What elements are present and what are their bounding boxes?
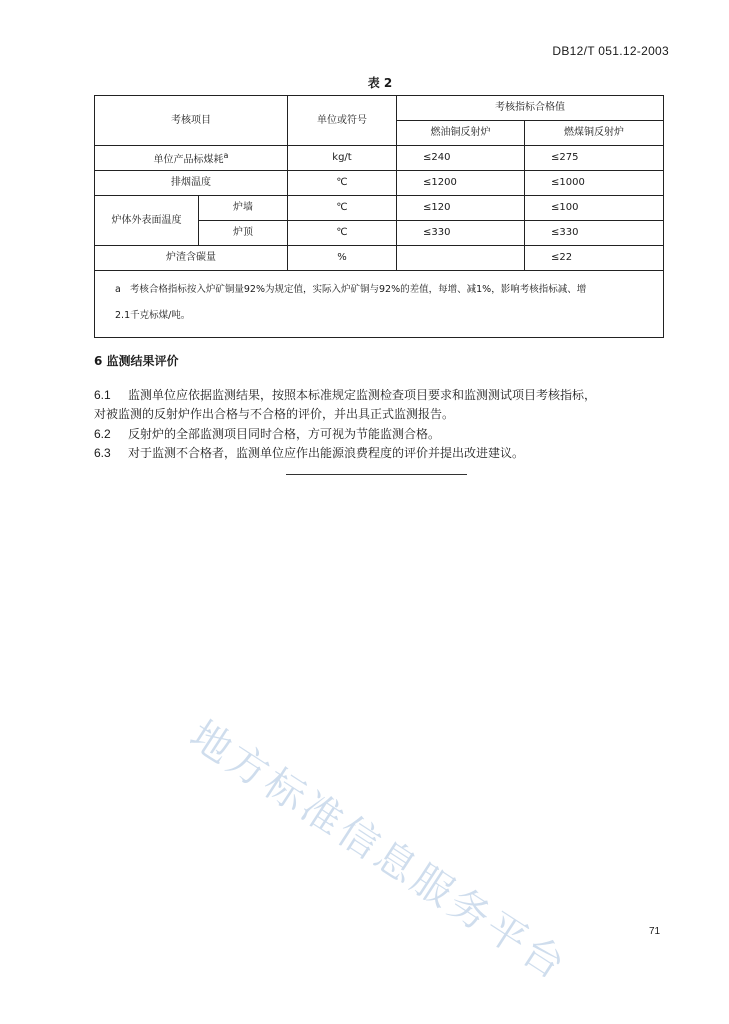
table-row [95, 196, 664, 221]
footnote-line-2: 2.1千克标煤/吨。 [115, 310, 191, 321]
header-coal: 燃煤铜反射炉 [525, 121, 664, 146]
clause-number: 6.3 [94, 446, 111, 460]
header-item: 考核项目 [95, 96, 288, 146]
section-6-title: 6 监测结果评价 [94, 354, 179, 368]
row-coal: ≤22 [525, 246, 664, 271]
footnote-marker: a [115, 284, 121, 295]
row-coal: ≤1000 [525, 171, 664, 196]
row-oil: ≤330 [397, 221, 525, 246]
header-oil: 燃油铜反射炉 [397, 121, 525, 146]
end-rule [286, 474, 467, 475]
table-note-row [95, 271, 664, 338]
assessment-table [94, 95, 664, 338]
row-unit: ℃ [288, 171, 397, 196]
row-unit: ℃ [288, 221, 397, 246]
row-coal: ≤330 [525, 221, 664, 246]
row-oil: ≤1200 [397, 171, 525, 196]
header-unit: 单位或符号 [288, 96, 397, 146]
row-item: 排烟温度 [95, 171, 288, 196]
watermark: 地方标准信息服务平台 [181, 712, 576, 991]
footnote-line-1: 考核合格指标按入炉矿铜量92%为规定值，实际入炉矿铜与92%的差值，每增、减1%，影响考核指标减、增 [129, 284, 587, 295]
row-unit: kg/t [288, 146, 397, 171]
table-header-row [95, 96, 664, 121]
paragraph-6-2 [94, 425, 669, 444]
table-title: 表 2 [367, 76, 393, 90]
table-row [95, 146, 664, 171]
row-item: 炉渣含碳量 [95, 246, 288, 271]
clause-number: 6.1 [94, 388, 111, 402]
row-coal: ≤100 [525, 196, 664, 221]
paragraph-6-1 [94, 386, 669, 424]
table-footnote [95, 271, 664, 338]
page-number: 71 [649, 926, 661, 937]
paragraph-text: 反射炉的全部监测项目同时合格，方可视为节能监测合格。 [128, 427, 441, 441]
row-unit: ℃ [288, 196, 397, 221]
row-oil: ≤240 [397, 146, 525, 171]
paragraph-text: 监测单位应依据监测结果，按照本标准规定监测检查项目要求和监测测试项目考核指标， [128, 388, 597, 402]
row-oil [397, 246, 525, 271]
row-oil: ≤120 [397, 196, 525, 221]
paragraph-text: 对于监测不合格者，监测单位应作出能源浪费程度的评价并提出改进建议。 [128, 446, 525, 460]
row-item: 炉顶 [199, 221, 288, 246]
paragraph-6-3 [94, 444, 669, 463]
row-group: 炉体外表面温度 [95, 196, 199, 246]
row-unit: % [288, 246, 397, 271]
row-coal: ≤275 [525, 146, 664, 171]
row-item: 炉墙 [199, 196, 288, 221]
table-row [95, 246, 664, 271]
clause-number: 6.2 [94, 427, 111, 441]
standard-code: DB12/T 051.12-2003 [552, 44, 669, 58]
row-item: 单位产品标煤耗$^a$ [95, 146, 288, 171]
paragraph-text: 对被监测的反射炉作出合格与不合格的评价，并出具正式监测报告。 [94, 407, 455, 421]
footnote-marker: a [223, 150, 229, 160]
header-target: 考核指标合格值 [397, 96, 664, 121]
table-row [95, 171, 664, 196]
